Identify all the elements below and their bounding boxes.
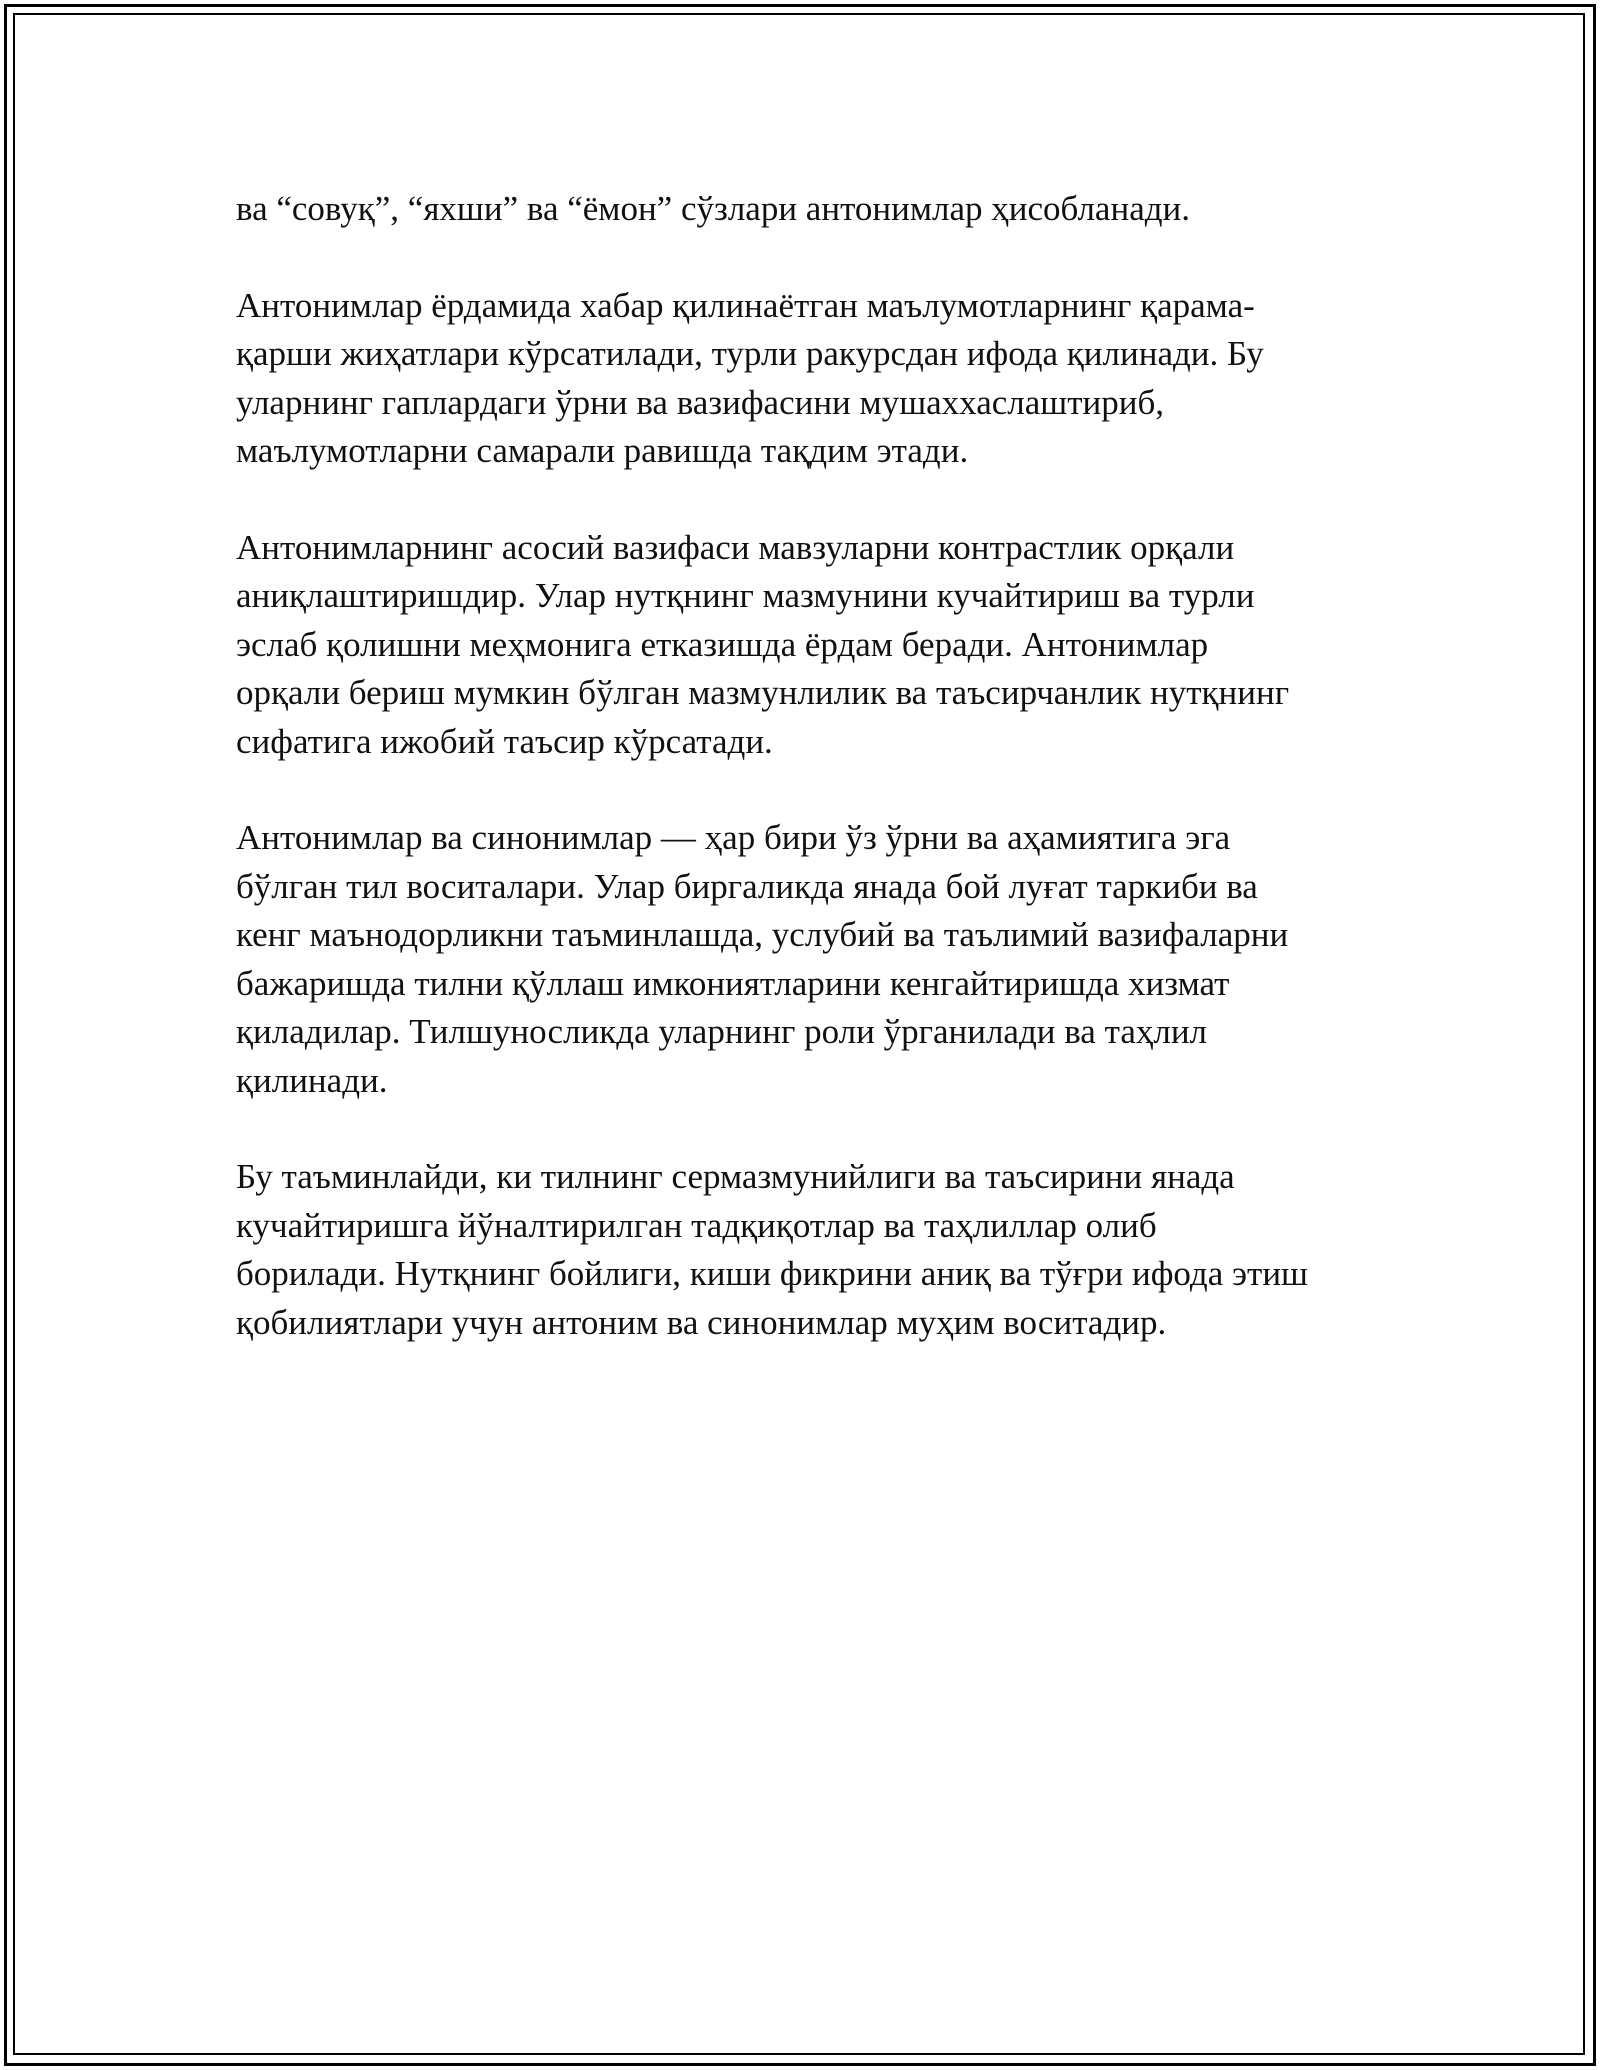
paragraph-1: ва “совуқ”, “яхши” ва “ёмон” сўзлари антонимлар ҳисобланади. <box>236 189 1191 228</box>
document-body <box>236 185 1386 1395</box>
paragraph-3: Антонимларнинг асосий вазифаси мавзуларни контрастлик орқали аниқлаштиришдир. Улар нутқнинг мазмунини кучайтириш ва турли эслаб қолишни меҳмонига етказишда ёрдам беради. Антонимлар орқали бериш мумкин бўлган мазмунлилик ва таъсирчанлик нутқнинг сифатига ижобий таъсир кўрсатади. <box>236 527 1290 761</box>
paragraph-2: Антонимлар ёрдамида хабар қилинаётган маълумотларнинг қарама- қарши жиҳатлари кўрсатилади, турли ракурсдан ифода қилинади. Бу уларнинг гаплардаги ўрни ва вазифасини мушаххаслаштириб, маълумотларни самарали равишда тақдим этади. <box>236 285 1264 470</box>
paragraph-4: Антонимлар ва синонимлар — ҳар бири ўз ўрни ва аҳамиятига эга бўлган тил воситалари. Улар биргаликда янада бой луғат таркиби ва кенг маънодорликни таъминлашда, услубий ва таълимий вазифаларни бажаришда тилни қўллаш имкониятларини кенгайтиришда хизмат қиладилар. Тилшуносликда уларнинг роли ўрганилади ва таҳлил қилинади. <box>236 818 1289 1100</box>
paragraph-5: Бу таъминлайди, ки тилнинг сермазмунийлиги ва таъсирини янада кучайтиришга йўналтирилган тадқиқотлар ва таҳлиллар олиб борилади. Нутқнинг бойлиги, киши фикрини аниқ ва тўғри ифода этиш қобилиятлари учун антоним ва синонимлар муҳим воситадир. <box>236 1157 1309 1342</box>
